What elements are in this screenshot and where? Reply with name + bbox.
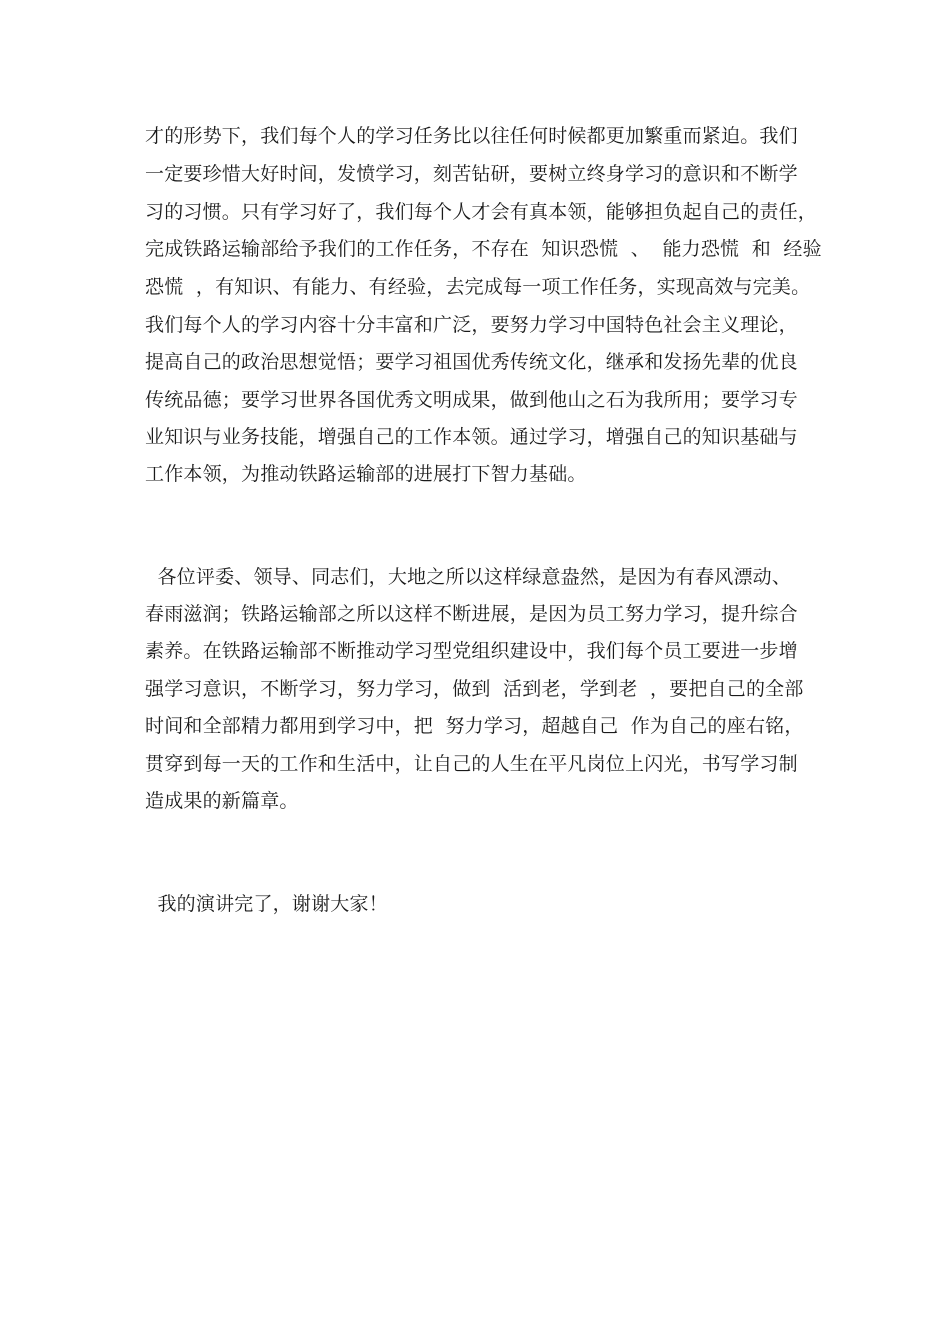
paragraph-1-line: 我们每个人的学习内容十分丰富和广泛，要努力学习中国特色社会主义理论， — [145, 314, 798, 336]
paragraph-1-line: 才的形势下，我们每个人的学习任务比以往任何时候都更加繁重而紧迫。我们 — [145, 125, 798, 147]
paragraph-1-line: 提高自己的政治思想觉悟；要学习祖国优秀传统文化，继承和发扬先辈的优良 — [145, 351, 798, 373]
paragraph-1-line: 工作本领，为推动铁路运输部的进展打下智力基础。 — [145, 463, 587, 485]
paragraph-1-line: 传统品德；要学习世界各国优秀文明成果，做到他山之石为我所用；要学习专 — [145, 389, 798, 411]
paragraph-1-line: 一定要珍惜大好时间，发愤学习，刻苦钻研，要树立终身学习的意识和不断学 — [145, 163, 798, 185]
paragraph-2-line: 强学习意识，不断学习，努力学习，做到 活到老，学到老 ，要把自己的全部 — [145, 678, 804, 700]
paragraph-2-line: 各位评委、领导、同志们，大地之所以这样绿意盎然，是因为有春风漂动、 — [145, 566, 792, 588]
paragraph-1-line: 业知识与业务技能，增强自己的工作本领。通过学习，增强自己的知识基础与 — [145, 426, 798, 448]
paragraph-2-line: 春雨滋润；铁路运输部之所以这样不断进展，是因为员工努力学习，提升综合 — [145, 603, 798, 625]
paragraph-1-line: 恐慌 ，有知识、有能力、有经验，去完成每一项工作任务，实现高效与完美。 — [145, 276, 811, 298]
paragraph-2-line: 时间和全部精力都用到学习中，把 努力学习，超越自己 作为自己的座右铭， — [145, 715, 804, 737]
paragraph-1-line: 习的习惯。只有学习好了，我们每个人才会有真本领，能够担负起自己的责任， — [145, 201, 818, 223]
closing-line: 我的演讲完了，谢谢大家！ — [145, 893, 388, 915]
paragraph-1-line: 完成铁路运输部给予我们的工作任务，不存在 知识恐慌 、 能力恐慌 和 经验 — [145, 238, 822, 260]
paragraph-2-line: 素养。在铁路运输部不断推动学习型党组织建设中，我们每个员工要进一步增 — [145, 640, 798, 662]
paragraph-2-line: 贯穿到每一天的工作和生活中，让自己的人生在平凡岗位上闪光，书写学习制 — [145, 753, 798, 775]
paragraph-2-line: 造成果的新篇章。 — [145, 790, 299, 812]
